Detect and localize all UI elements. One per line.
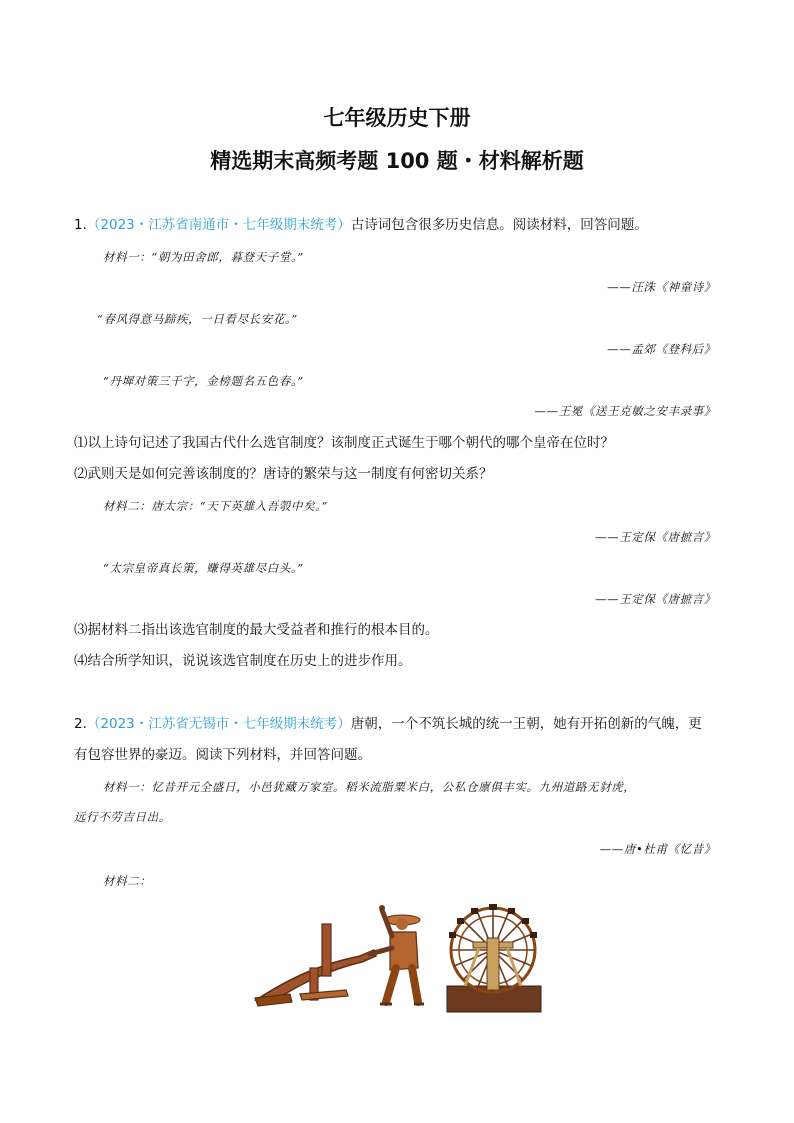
page-subtitle: 精选期末高频考题 100 题・材料解析题 [210, 149, 584, 173]
q2-source: （2023・江苏省无锡市・七年级期末统考） [86, 716, 351, 732]
page-title: 七年级历史下册 [323, 106, 471, 130]
q2-material2-label: 材料二： [103, 874, 152, 888]
q2-number: 2. [74, 716, 87, 732]
q1-subquestion-2: ⑵武则天是如何完善该制度的？唐诗的繁荣与这一制度有何密切关系？ [74, 466, 493, 482]
q1-subquestion-4: ⑷结合所学知识，说说该选官制度在历史上的进步作用。 [74, 653, 412, 669]
q1-material2-cite1: ——王定保《唐摭言》 [595, 530, 716, 544]
q2-stem-line2: 有包容世界的豪迈。阅读下列材料，并回答问题。 [74, 747, 371, 763]
q2-header [74, 715, 702, 733]
q1-material1-cite1: ——汪洙《神童诗》 [607, 280, 716, 294]
q1-number: 1. [74, 217, 87, 233]
q1-stem: 古诗词包含很多历史信息。阅读材料，回答问题。 [350, 217, 648, 233]
q2-material1-line2: 远行不劳吉日出。 [74, 810, 171, 824]
q1-material1-cite3: ——王冕《送王克敏之安丰录事》 [534, 404, 716, 418]
q1-material1-line1: 材料一：“朝为田舍郎，暮登天子堂。” [103, 250, 304, 264]
q1-material2-line1: 材料二：唐太宗：“天下英雄入吾彀中矣。” [103, 499, 329, 513]
q2-material1-cite: ——唐•杜甫《忆昔》 [599, 842, 716, 856]
water-wheel-illustration [443, 902, 545, 1014]
q1-subquestion-3: ⑶据材料二指出该选官制度的最大受益者和推行的根本目的。 [74, 622, 439, 638]
q1-header [74, 216, 648, 234]
q1-material1-line3: “丹墀对策三千字，金榜题名五色春。” [103, 374, 304, 388]
q1-material2-cite2: ——王定保《唐摭言》 [595, 592, 716, 606]
q1-source: （2023・江苏省南通市・七年级期末统考） [86, 217, 351, 233]
curved-shaft-plough-illustration [250, 898, 425, 1013]
q2-stem-line1: 唐朝，一个不筑长城的统一王朝，她有开拓创新的气魄，更 [350, 716, 702, 732]
q1-material1-cite2: ——孟郊《登科后》 [607, 342, 716, 356]
q2-material1-line1: 材料一：忆昔开元全盛日，小邑犹藏万家室。稻米流脂粟米白，公私仓廪俱丰实。九州道路无豺虎， [103, 780, 636, 794]
q1-material1-line2: “春风得意马蹄疾，一日看尽长安花。” [97, 312, 298, 326]
q1-subquestion-1: ⑴以上诗句记述了我国古代什么选官制度？该制度正式诞生于哪个朝代的哪个皇帝在位时？ [74, 435, 614, 451]
q1-material2-line2: “太宗皇帝真长策，赚得英雄尽白头。” [103, 561, 304, 575]
